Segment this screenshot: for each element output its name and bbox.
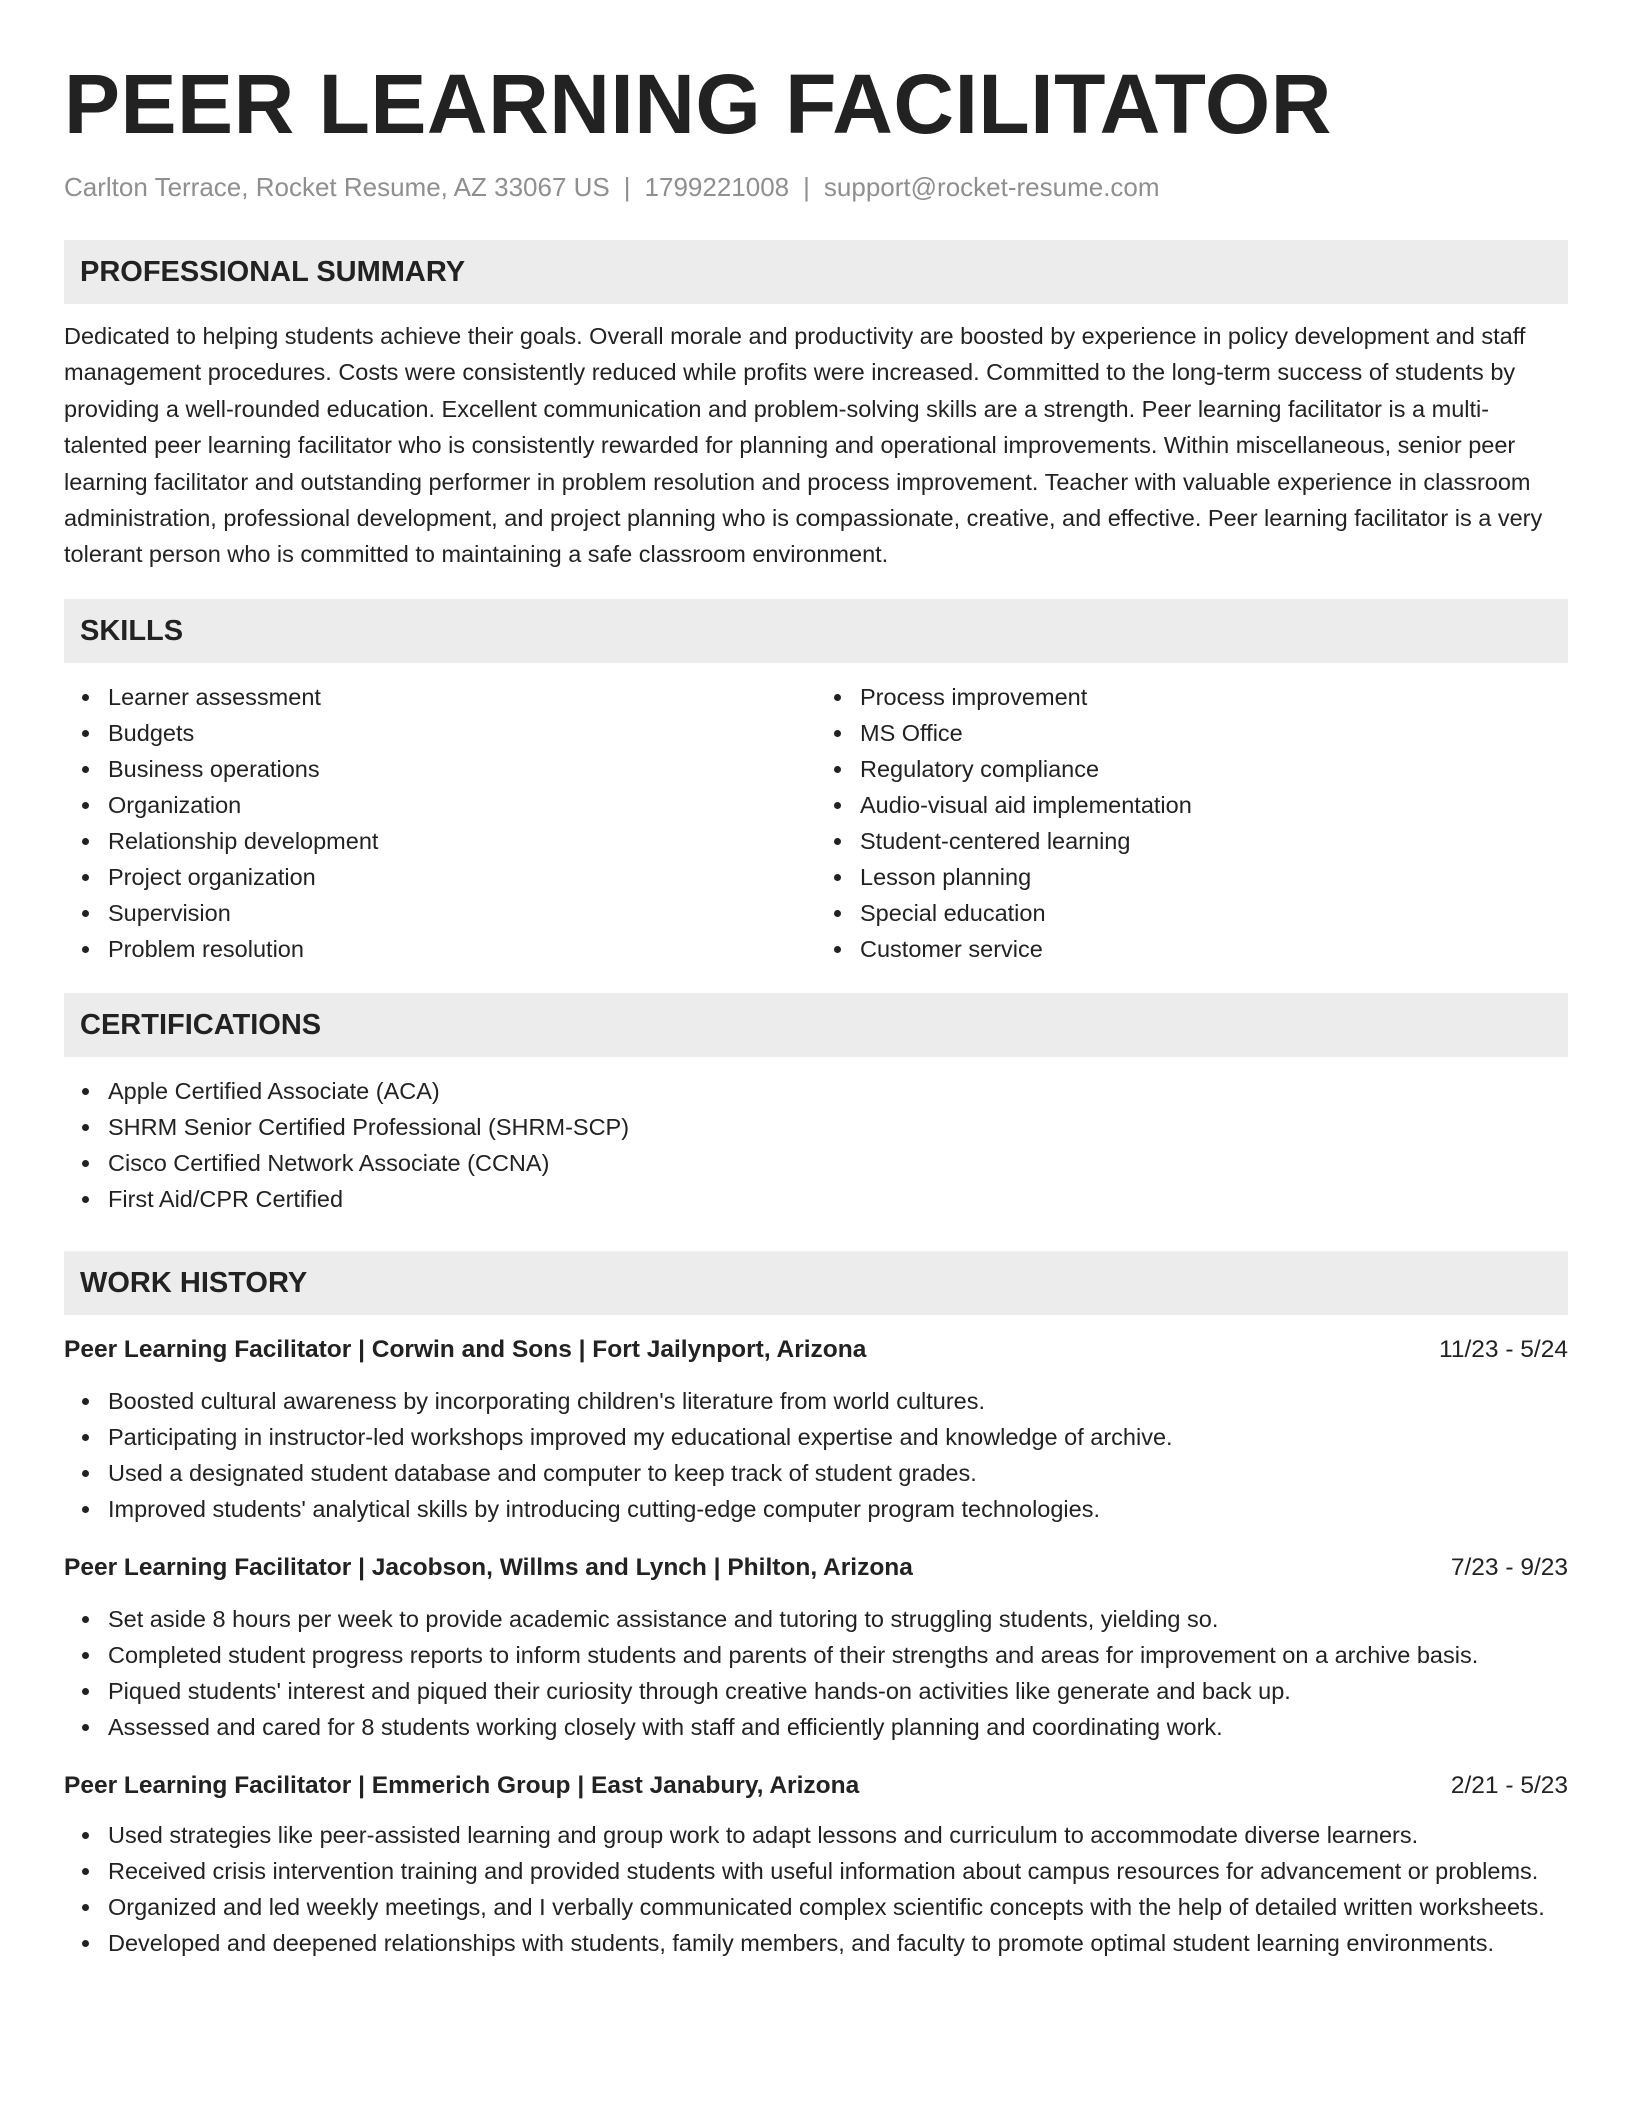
- job-title: Peer Learning Facilitator | Corwin and Sons | Fort Jailynport, Arizona: [64, 1335, 867, 1363]
- skills-list-left: [64, 679, 816, 967]
- job-bullet: Used a designated student database and computer to keep track of student grades.: [108, 1455, 1568, 1491]
- contact-separator: |: [623, 172, 631, 202]
- skill-item: Budgets: [108, 715, 816, 751]
- job-bullet: Completed student progress reports to inform students and parents of their strengths and areas for improvement on a archive basis.: [108, 1637, 1568, 1673]
- skill-item: Relationship development: [108, 823, 816, 859]
- job-bullet: Improved students' analytical skills by introducing cutting-edge computer program technologies.: [108, 1491, 1568, 1527]
- skills-grid: [64, 679, 1568, 967]
- job-bullet: Developed and deepened relationships with students, family members, and faculty to promote optimal student learning environments.: [108, 1925, 1568, 1961]
- skills-list-right: [816, 679, 1568, 967]
- job-bullet: Set aside 8 hours per week to provide academic assistance and tutoring to struggling students, yielding so.: [108, 1601, 1568, 1637]
- skill-item: Regulatory compliance: [860, 751, 1568, 787]
- job-dates: 2/21 - 5/23: [1450, 1771, 1568, 1799]
- job-header: [64, 1333, 1568, 1367]
- contact-separator: |: [803, 172, 810, 202]
- certification-item: Apple Certified Associate (ACA): [108, 1073, 1568, 1109]
- skill-item: Project organization: [108, 859, 816, 895]
- skill-item: Organization: [108, 787, 816, 823]
- job-dates: 7/23 - 9/23: [1450, 1553, 1568, 1581]
- job-entry: [64, 1551, 1568, 1745]
- summary-text: Dedicated to helping students achieve their goals. Overall morale and productivity are boosted by experience in policy development and staff management procedures. Costs were consistently reduced while profits were increased. Committed to the long-term success of students by providing a well-rounded education. Excellent communication and problem-solving skills are a strength. Peer learning facilitator is a multi-talented peer learning facilitator who is consistently rewarded for planning and operational improvements. Within miscellaneous, senior peer learning facilitator and outstanding performer in problem resolution and process improvement. Teacher with valuable experience in classroom administration, professional development, and project planning who is compassionate, creative, and effective. Peer learning facilitator is a very tolerant person who is committed to maintaining a safe classroom environment.: [64, 323, 1543, 568]
- job-entry: [64, 1333, 1568, 1527]
- skill-item: Customer service: [860, 931, 1568, 967]
- skill-item: MS Office: [860, 715, 1568, 751]
- contact-phone: 1799221008: [644, 172, 790, 202]
- job-bullet: Organized and led weekly meetings, and I verbally communicated complex scientific concepts with the help of detailed written worksheets.: [108, 1889, 1568, 1925]
- section-heading-certifications: CERTIFICATIONS: [64, 993, 1568, 1057]
- job-bullet: Boosted cultural awareness by incorporating children's literature from world cultures.: [108, 1383, 1568, 1419]
- section-heading-skills: SKILLS: [64, 599, 1568, 663]
- job-bullet: Used strategies like peer-assisted learning and group work to adapt lessons and curriculum to accommodate diverse learners.: [108, 1817, 1568, 1853]
- job-title: Peer Learning Facilitator | Emmerich Group | East Janabury, Arizona: [64, 1771, 860, 1799]
- job-bullet: Assessed and cared for 8 students working closely with staff and efficiently planning and coordinating work.: [108, 1709, 1568, 1745]
- skill-item: Supervision: [108, 895, 816, 931]
- skill-item: Student-centered learning: [860, 823, 1568, 859]
- job-bullet: Received crisis intervention training and provided students with useful information about campus resources for advancement or problems.: [108, 1853, 1568, 1889]
- job-header: [64, 1551, 1568, 1585]
- certifications-list: [64, 1073, 1568, 1217]
- section-heading-summary: PROFESSIONAL SUMMARY: [64, 240, 1568, 304]
- certification-item: SHRM Senior Certified Professional (SHRM-SCP): [108, 1109, 1568, 1145]
- contact-email: support@rocket-resume.com: [823, 172, 1160, 202]
- job-bullets: [64, 1601, 1568, 1745]
- job-bullet: Piqued students' interest and piqued their curiosity through creative hands-on activities like generate and back up.: [108, 1673, 1568, 1709]
- certification-item: Cisco Certified Network Associate (CCNA): [108, 1145, 1568, 1181]
- certification-item: First Aid/CPR Certified: [108, 1181, 1568, 1217]
- contact-line: [64, 170, 1568, 204]
- skill-item: Lesson planning: [860, 859, 1568, 895]
- job-title: Peer Learning Facilitator | Jacobson, Willms and Lynch | Philton, Arizona: [64, 1553, 913, 1581]
- job-entry: [64, 1769, 1568, 1961]
- job-dates: 11/23 - 5/24: [1439, 1335, 1568, 1363]
- skill-item: Audio-visual aid implementation: [860, 787, 1568, 823]
- skill-item: Process improvement: [860, 679, 1568, 715]
- skill-item: Special education: [860, 895, 1568, 931]
- job-bullets: [64, 1383, 1568, 1527]
- section-heading-work-history: WORK HISTORY: [64, 1251, 1568, 1315]
- job-bullets: [64, 1817, 1568, 1961]
- skill-item: Business operations: [108, 751, 816, 787]
- skill-item: Learner assessment: [108, 679, 816, 715]
- skill-item: Problem resolution: [108, 931, 816, 967]
- job-bullet: Participating in instructor-led workshops improved my educational expertise and knowledge of archive.: [108, 1419, 1568, 1455]
- contact-address: Carlton Terrace, Rocket Resume, AZ 33067 US: [64, 172, 610, 202]
- job-header: [64, 1769, 1568, 1803]
- resume-name: PEER LEARNING FACILITATOR: [64, 57, 1332, 151]
